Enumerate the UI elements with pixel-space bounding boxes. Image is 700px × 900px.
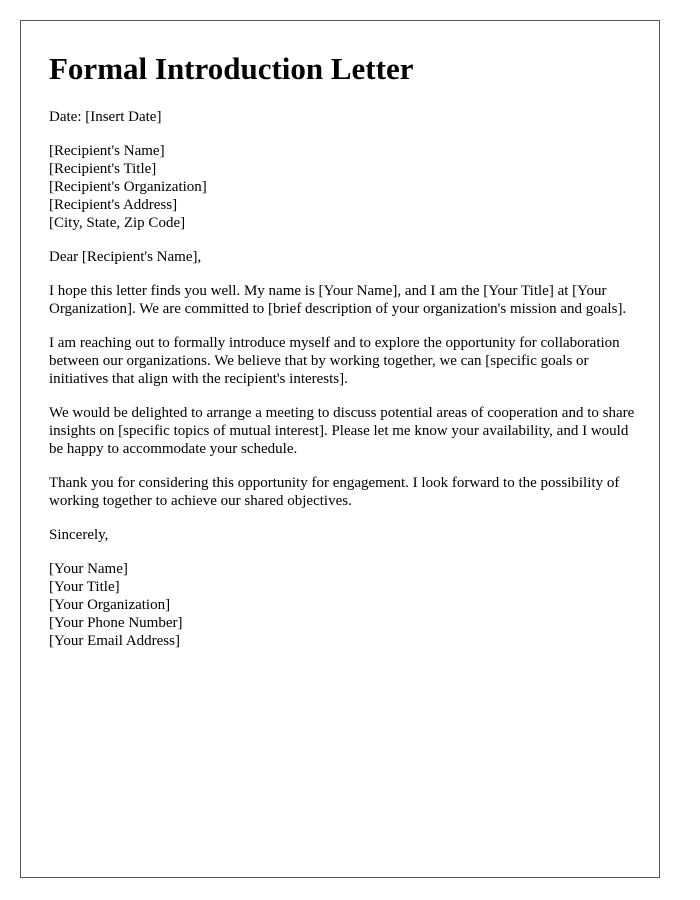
sender-title: [Your Title]	[49, 579, 120, 595]
date-line: Date: [Insert Date]	[49, 109, 162, 125]
closing: Sincerely,	[49, 527, 109, 543]
recipient-city-state-zip: [City, State, Zip Code]	[49, 215, 186, 231]
sender-email: [Your Email Address]	[49, 633, 180, 649]
body-paragraph-1: I hope this letter finds you well. My name is [Your Name], and I am the [Your Title] at [Your Organization]. We are committed to [brief description of your organization's mission and goals].	[49, 283, 627, 317]
recipient-organization: [Recipient's Organization]	[49, 179, 207, 195]
recipient-address: [Recipient's Address]	[49, 197, 178, 213]
sender-organization: [Your Organization]	[49, 597, 171, 613]
sender-name: [Your Name]	[49, 561, 128, 577]
recipient-title: [Recipient's Title]	[49, 161, 157, 177]
salutation: Dear [Recipient's Name],	[49, 249, 202, 265]
sender-phone: [Your Phone Number]	[49, 615, 183, 631]
body-paragraph-4: Thank you for considering this opportunity for engagement. I look forward to the possibility of working together to achieve our shared objectives.	[49, 475, 620, 509]
signature-block	[49, 560, 631, 650]
letter-page	[20, 20, 660, 878]
recipient-name: [Recipient's Name]	[49, 143, 165, 159]
body-paragraph-3: We would be delighted to arrange a meeting to discuss potential areas of cooperation and to share insights on [specific topics of mutual interest]. Please let me know your availability, and I would be happy to accommodate your schedule.	[49, 405, 635, 457]
letter-title: Formal Introduction Letter	[49, 51, 414, 86]
recipient-address-block	[49, 142, 631, 232]
body-paragraph-2: I am reaching out to formally introduce myself and to explore the opportunity for collaboration between our organizations. We believe that by working together, we can [specific goals or initiatives that align with the recipient's interests].	[49, 335, 620, 387]
